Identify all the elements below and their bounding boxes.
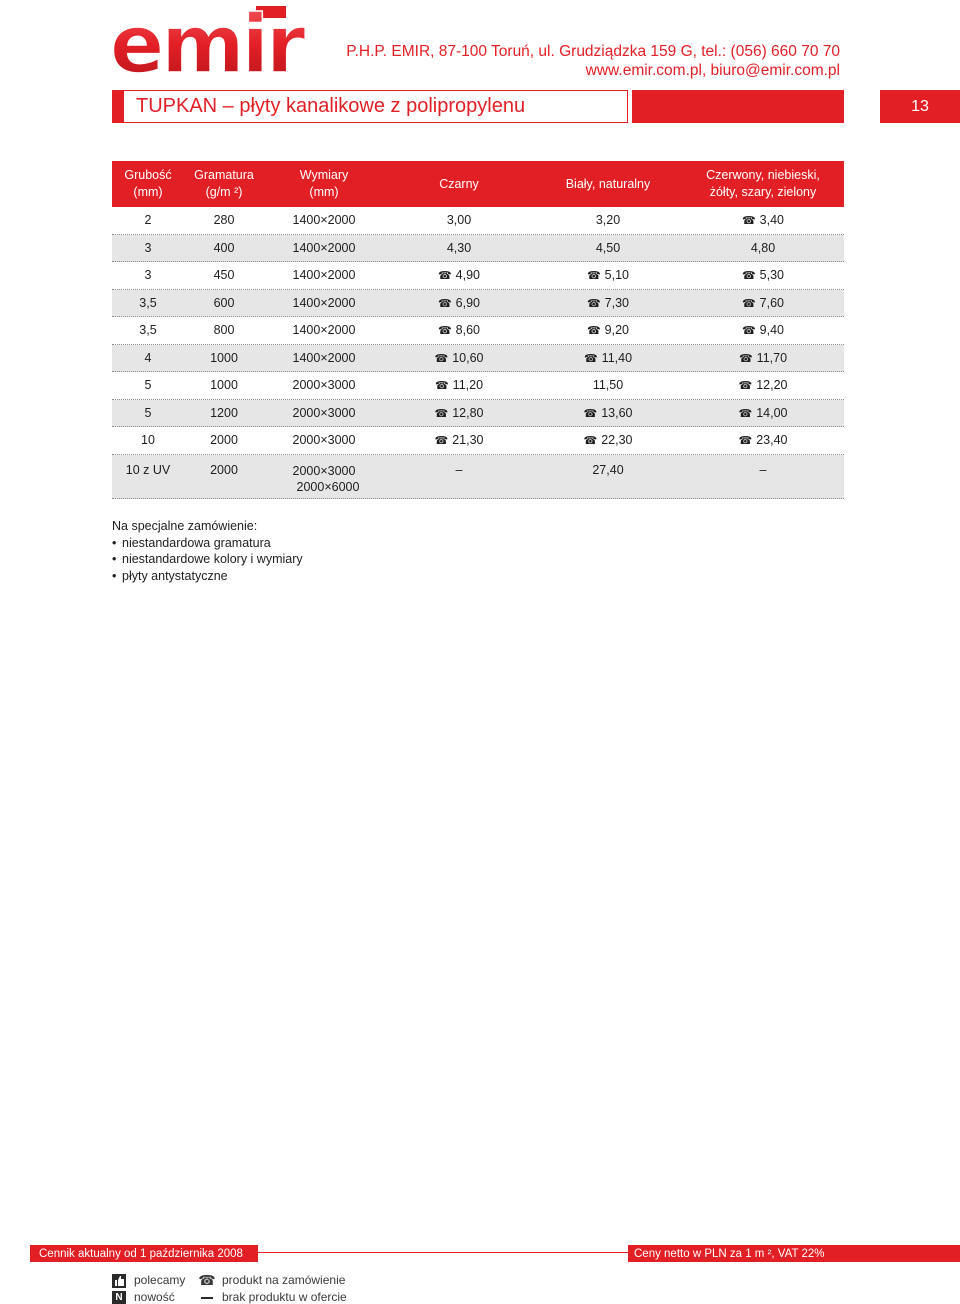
cell-thickness: 5 (144, 378, 152, 393)
header-colored (682, 161, 844, 207)
table-row (112, 345, 844, 373)
cell-grammage: 400 (213, 240, 235, 255)
cell-white (534, 463, 682, 477)
cell-grammage: 2000 (210, 433, 238, 448)
cell-grammage: 450 (213, 268, 235, 283)
price-value: 14,00 (756, 405, 788, 420)
price-value: 3,40 (759, 213, 785, 228)
dimension-value: 2000×3000 (292, 463, 356, 478)
cell-dimensions: 1400×2000 (292, 213, 356, 228)
price-value: – (759, 462, 767, 477)
cell-dimensions: 1400×2000 (292, 350, 356, 365)
cell-colored (682, 406, 844, 420)
price-value: 4,30 (446, 240, 472, 255)
cell-thickness: 4 (144, 350, 152, 365)
price-value: 4,80 (750, 240, 776, 255)
price-value: 3,00 (446, 213, 472, 228)
cell-white (534, 378, 682, 392)
phone-icon: ☎ (583, 407, 598, 420)
table-row (112, 235, 844, 263)
price-value: 4,50 (595, 240, 621, 255)
prices-note-bar: Ceny netto w PLN za 1 m ², VAT 22% (628, 1245, 960, 1262)
legend-right (200, 1272, 347, 1304)
price-value: – (455, 462, 463, 477)
phone-icon: ☎ (586, 270, 601, 283)
table-row (112, 427, 844, 455)
cell-colored (682, 323, 844, 337)
thumbs-up-icon (112, 1274, 126, 1288)
price-value: 22,30 (601, 433, 633, 448)
cell-thickness: 5 (144, 405, 152, 420)
cell-thickness: 10 (141, 433, 155, 448)
cell-white (534, 296, 682, 310)
price-value: 5,30 (759, 268, 785, 283)
header-white: Biały, naturalny (565, 176, 651, 191)
cell-colored (682, 241, 844, 255)
price-value: 6,90 (455, 295, 481, 310)
cell-white (534, 213, 682, 227)
cell-colored (682, 351, 844, 365)
legend-on-order-label: produkt na zamówienie (222, 1273, 346, 1287)
phone-icon: ☎ (741, 215, 756, 228)
cell-thickness: 10 z UV (125, 462, 171, 477)
table-row (112, 455, 844, 499)
price-value: 21,30 (452, 433, 484, 448)
phone-icon: ☎ (738, 380, 753, 393)
cell-dimensions: 1400×2000 (292, 295, 356, 310)
table-row (112, 400, 844, 428)
price-value: 8,60 (455, 323, 481, 338)
cell-black (384, 463, 534, 477)
cell-dimensions (264, 463, 384, 495)
phone-icon: ☎ (434, 407, 449, 420)
phone-icon: ☎ (434, 435, 449, 448)
dash-icon (200, 1291, 214, 1304)
phone-icon: ☎ (583, 352, 598, 365)
cell-colored (682, 433, 844, 447)
cell-grammage: 2000 (210, 462, 238, 477)
price-value: 7,60 (759, 295, 785, 310)
cell-white (534, 323, 682, 337)
phone-icon: ☎ (741, 297, 756, 310)
phone-icon: ☎ (583, 435, 598, 448)
cell-white (534, 351, 682, 365)
footer-divider (258, 1252, 628, 1253)
cell-colored (682, 378, 844, 392)
cell-white (534, 241, 682, 255)
phone-icon: ☎ (434, 380, 449, 393)
cell-dimensions: 1400×2000 (292, 323, 356, 338)
notes-list (112, 535, 303, 585)
header-thickness-label: Grubość (124, 168, 172, 182)
cell-dimensions: 2000×3000 (292, 433, 356, 448)
cell-black (384, 296, 534, 310)
emir-logo (110, 4, 342, 76)
svg-text:emir: emir (110, 4, 303, 76)
cell-dimensions: 1400×2000 (292, 240, 356, 255)
price-value: 4,90 (455, 268, 481, 283)
header-grammage-unit: (g/m ²) (205, 185, 243, 199)
cell-thickness: 3 (144, 240, 152, 255)
header-dimensions-label: Wymiary (299, 168, 349, 182)
cell-dimensions: 2000×3000 (292, 405, 356, 420)
header-grammage (184, 161, 264, 207)
list-item: • niestandardowa gramatura (112, 535, 303, 552)
title-bar (112, 90, 628, 123)
cell-thickness: 3,5 (139, 323, 157, 338)
cell-thickness: 2 (144, 213, 152, 228)
header-dimensions (264, 161, 384, 207)
price-value: 11,70 (756, 350, 788, 365)
company-address: P.H.P. EMIR, 87-100 Toruń, ul. Grudziądzka 159 G, tel.: (056) 660 70 70 (346, 43, 840, 60)
cell-colored (682, 268, 844, 282)
price-value: 10,60 (452, 350, 484, 365)
new-badge-icon: N (112, 1291, 126, 1304)
cell-grammage: 800 (213, 323, 235, 338)
price-validity-bar: Cennik aktualny od 1 października 2008 (30, 1245, 258, 1262)
header-thickness-unit: (mm) (133, 185, 163, 199)
table-row (112, 290, 844, 318)
notes-heading: Na specjalne zamówienie: (112, 519, 258, 533)
cell-grammage: 1000 (210, 350, 238, 365)
cell-black (384, 241, 534, 255)
phone-icon: ☎ (741, 270, 756, 283)
cell-grammage: 1200 (210, 405, 238, 420)
cell-colored (682, 296, 844, 310)
price-value: 3,20 (595, 213, 621, 228)
legend-new-label: nowość (134, 1290, 175, 1304)
table-header (112, 161, 844, 207)
cell-black (384, 213, 534, 227)
phone-icon: ☎ (738, 352, 753, 365)
cell-thickness: 3,5 (139, 295, 157, 310)
header-thickness (112, 161, 184, 207)
legend-left (112, 1272, 185, 1304)
title-accent-block (632, 90, 844, 123)
header-dimensions-unit: (mm) (309, 185, 339, 199)
header-colored-line2: żółty, szary, zielony (709, 185, 817, 199)
cell-white (534, 433, 682, 447)
price-value: 13,60 (601, 405, 633, 420)
cell-black (384, 268, 534, 282)
cell-grammage: 280 (213, 213, 235, 228)
cell-black (384, 433, 534, 447)
cell-dimensions: 1400×2000 (292, 268, 356, 283)
cell-white (534, 268, 682, 282)
price-value: 11,20 (452, 378, 484, 393)
title-marker (113, 91, 124, 122)
legend-unavailable (200, 1289, 347, 1304)
price-value: 11,50 (592, 378, 624, 393)
phone-icon: ☎ (586, 325, 601, 338)
company-info (346, 42, 840, 80)
phone-icon: ☎ (437, 270, 452, 283)
phone-icon: ☎ (741, 325, 756, 338)
phone-icon: ☎ (198, 1272, 216, 1288)
phone-icon: ☎ (586, 297, 601, 310)
price-table (112, 161, 844, 499)
price-value: 23,40 (756, 433, 788, 448)
price-value: 27,40 (592, 462, 624, 477)
special-order-notes (112, 518, 303, 584)
phone-icon: ☎ (437, 297, 452, 310)
cell-dimensions: 2000×3000 (292, 378, 356, 393)
cell-black (384, 378, 534, 392)
phone-icon: ☎ (437, 325, 452, 338)
legend-recommended-label: polecamy (134, 1273, 186, 1287)
page-title: TUPKAN – płyty kanalikowe z polipropylenu (136, 95, 526, 117)
cell-black (384, 323, 534, 337)
legend-unavailable-label: brak produktu w ofercie (222, 1290, 347, 1304)
dimension-value-alt: 2000×6000 (296, 479, 360, 494)
list-item: • niestandardowe kolory i wymiary (112, 551, 303, 568)
cell-black (384, 406, 534, 420)
phone-icon: ☎ (738, 407, 753, 420)
table-row (112, 262, 844, 290)
cell-grammage: 1000 (210, 378, 238, 393)
price-value: 7,30 (604, 295, 630, 310)
legend-new (112, 1289, 185, 1304)
price-value: 9,40 (759, 323, 785, 338)
cell-colored (682, 213, 844, 227)
price-value: 12,80 (452, 405, 484, 420)
header-black: Czarny (439, 176, 479, 191)
page-number: 13 (880, 90, 960, 123)
cell-black (384, 351, 534, 365)
list-item: • płyty antystatyczne (112, 568, 303, 585)
phone-icon: ☎ (738, 435, 753, 448)
company-contact: www.emir.com.pl, biuro@emir.com.pl (585, 62, 840, 79)
table-row (112, 372, 844, 400)
legend-recommended (112, 1272, 185, 1289)
price-value: 5,10 (604, 268, 630, 283)
cell-white (534, 406, 682, 420)
cell-colored (682, 463, 844, 477)
header-grammage-label: Gramatura (194, 168, 254, 182)
phone-icon: ☎ (434, 352, 449, 365)
header-colored-line1: Czerwony, niebieski, (706, 168, 820, 182)
table-row (112, 317, 844, 345)
cell-grammage: 600 (213, 295, 235, 310)
legend-on-order (200, 1272, 347, 1289)
cell-thickness: 3 (144, 268, 152, 283)
price-value: 11,40 (601, 350, 633, 365)
price-value: 12,20 (756, 378, 788, 393)
table-row (112, 207, 844, 235)
price-value: 9,20 (604, 323, 630, 338)
